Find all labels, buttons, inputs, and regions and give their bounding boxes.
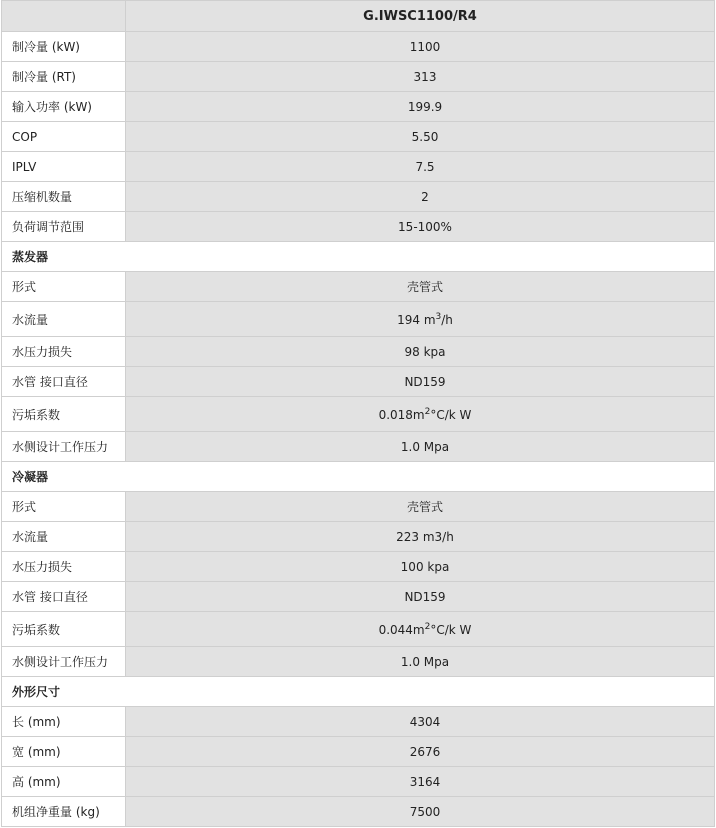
row-label: 水侧设计工作压力 [2,432,126,462]
row-label: 形式 [2,272,126,302]
row-label: 水流量 [2,302,126,337]
row-value: 3164 [126,767,715,797]
section-title: 外形尺寸 [2,677,715,707]
table-row [2,337,715,367]
table-row [2,302,715,337]
row-label: 水压力损失 [2,337,126,367]
row-value: 1100 [126,32,715,62]
row-label: 水流量 [2,522,126,552]
row-value: ND159 [126,367,715,397]
value-part: /h [441,312,453,327]
row-value: 313 [126,62,715,92]
row-value [126,397,715,432]
table-row [2,767,715,797]
section-title: 冷凝器 [2,462,715,492]
row-value: 15-100% [126,212,715,242]
row-label: 压缩机数量 [2,182,126,212]
row-label: 制冷量 (kW) [2,32,126,62]
row-label: 宽 (mm) [2,737,126,767]
table-row [2,432,715,462]
table-row [2,647,715,677]
row-value: 7.5 [126,152,715,182]
row-value: 4304 [126,707,715,737]
row-label: 形式 [2,492,126,522]
value-part: 0.018m [378,407,425,422]
row-label: 高 (mm) [2,767,126,797]
value-part: 0.044m [378,622,425,637]
row-value: 5.50 [126,122,715,152]
model-name: G.IWSC1100/R4 [126,1,715,32]
table-row [2,182,715,212]
row-label: 机组净重量 (kg) [2,797,126,827]
table-row [2,272,715,302]
header-row [2,1,715,32]
row-label: 长 (mm) [2,707,126,737]
row-value: 壳管式 [126,272,715,302]
row-value: 199.9 [126,92,715,122]
row-value: 2 [126,182,715,212]
value-superscript: 2 [424,406,431,417]
table-row [2,152,715,182]
table-row [2,582,715,612]
section-row-condenser [2,462,715,492]
row-label: 水侧设计工作压力 [2,647,126,677]
value-part: °C/k W [430,407,472,422]
table-row [2,492,715,522]
table-row [2,737,715,767]
row-value: 223 m3/h [126,522,715,552]
value-part: 194 m [397,312,436,327]
header-blank-cell [2,1,126,32]
row-label: 水管 接口直径 [2,367,126,397]
value-superscript: 2 [424,621,431,632]
row-value: 壳管式 [126,492,715,522]
row-label: COP [2,122,126,152]
table-row [2,122,715,152]
row-value: 100 kpa [126,552,715,582]
row-label: 水管 接口直径 [2,582,126,612]
row-value: 1.0 Mpa [126,432,715,462]
row-value: 7500 [126,797,715,827]
row-label: 污垢系数 [2,612,126,647]
row-value: ND159 [126,582,715,612]
row-value [126,302,715,337]
table-row [2,552,715,582]
row-value: 98 kpa [126,337,715,367]
row-label: 输入功率 (kW) [2,92,126,122]
table-row [2,212,715,242]
section-row-evaporator [2,242,715,272]
table-row [2,62,715,92]
table-row [2,707,715,737]
section-row-dimensions [2,677,715,707]
value-superscript: 3 [435,311,442,322]
row-label: 水压力损失 [2,552,126,582]
row-label: 污垢系数 [2,397,126,432]
section-title: 蒸发器 [2,242,715,272]
spec-table [1,0,715,827]
table-row [2,612,715,647]
row-value: 2676 [126,737,715,767]
table-row [2,32,715,62]
row-value [126,612,715,647]
row-value: 1.0 Mpa [126,647,715,677]
table-row [2,397,715,432]
value-part: °C/k W [430,622,472,637]
row-label: IPLV [2,152,126,182]
table-row [2,92,715,122]
table-row [2,367,715,397]
table-row [2,522,715,552]
row-label: 负荷调节范围 [2,212,126,242]
table-row [2,797,715,827]
row-label: 制冷量 (RT) [2,62,126,92]
